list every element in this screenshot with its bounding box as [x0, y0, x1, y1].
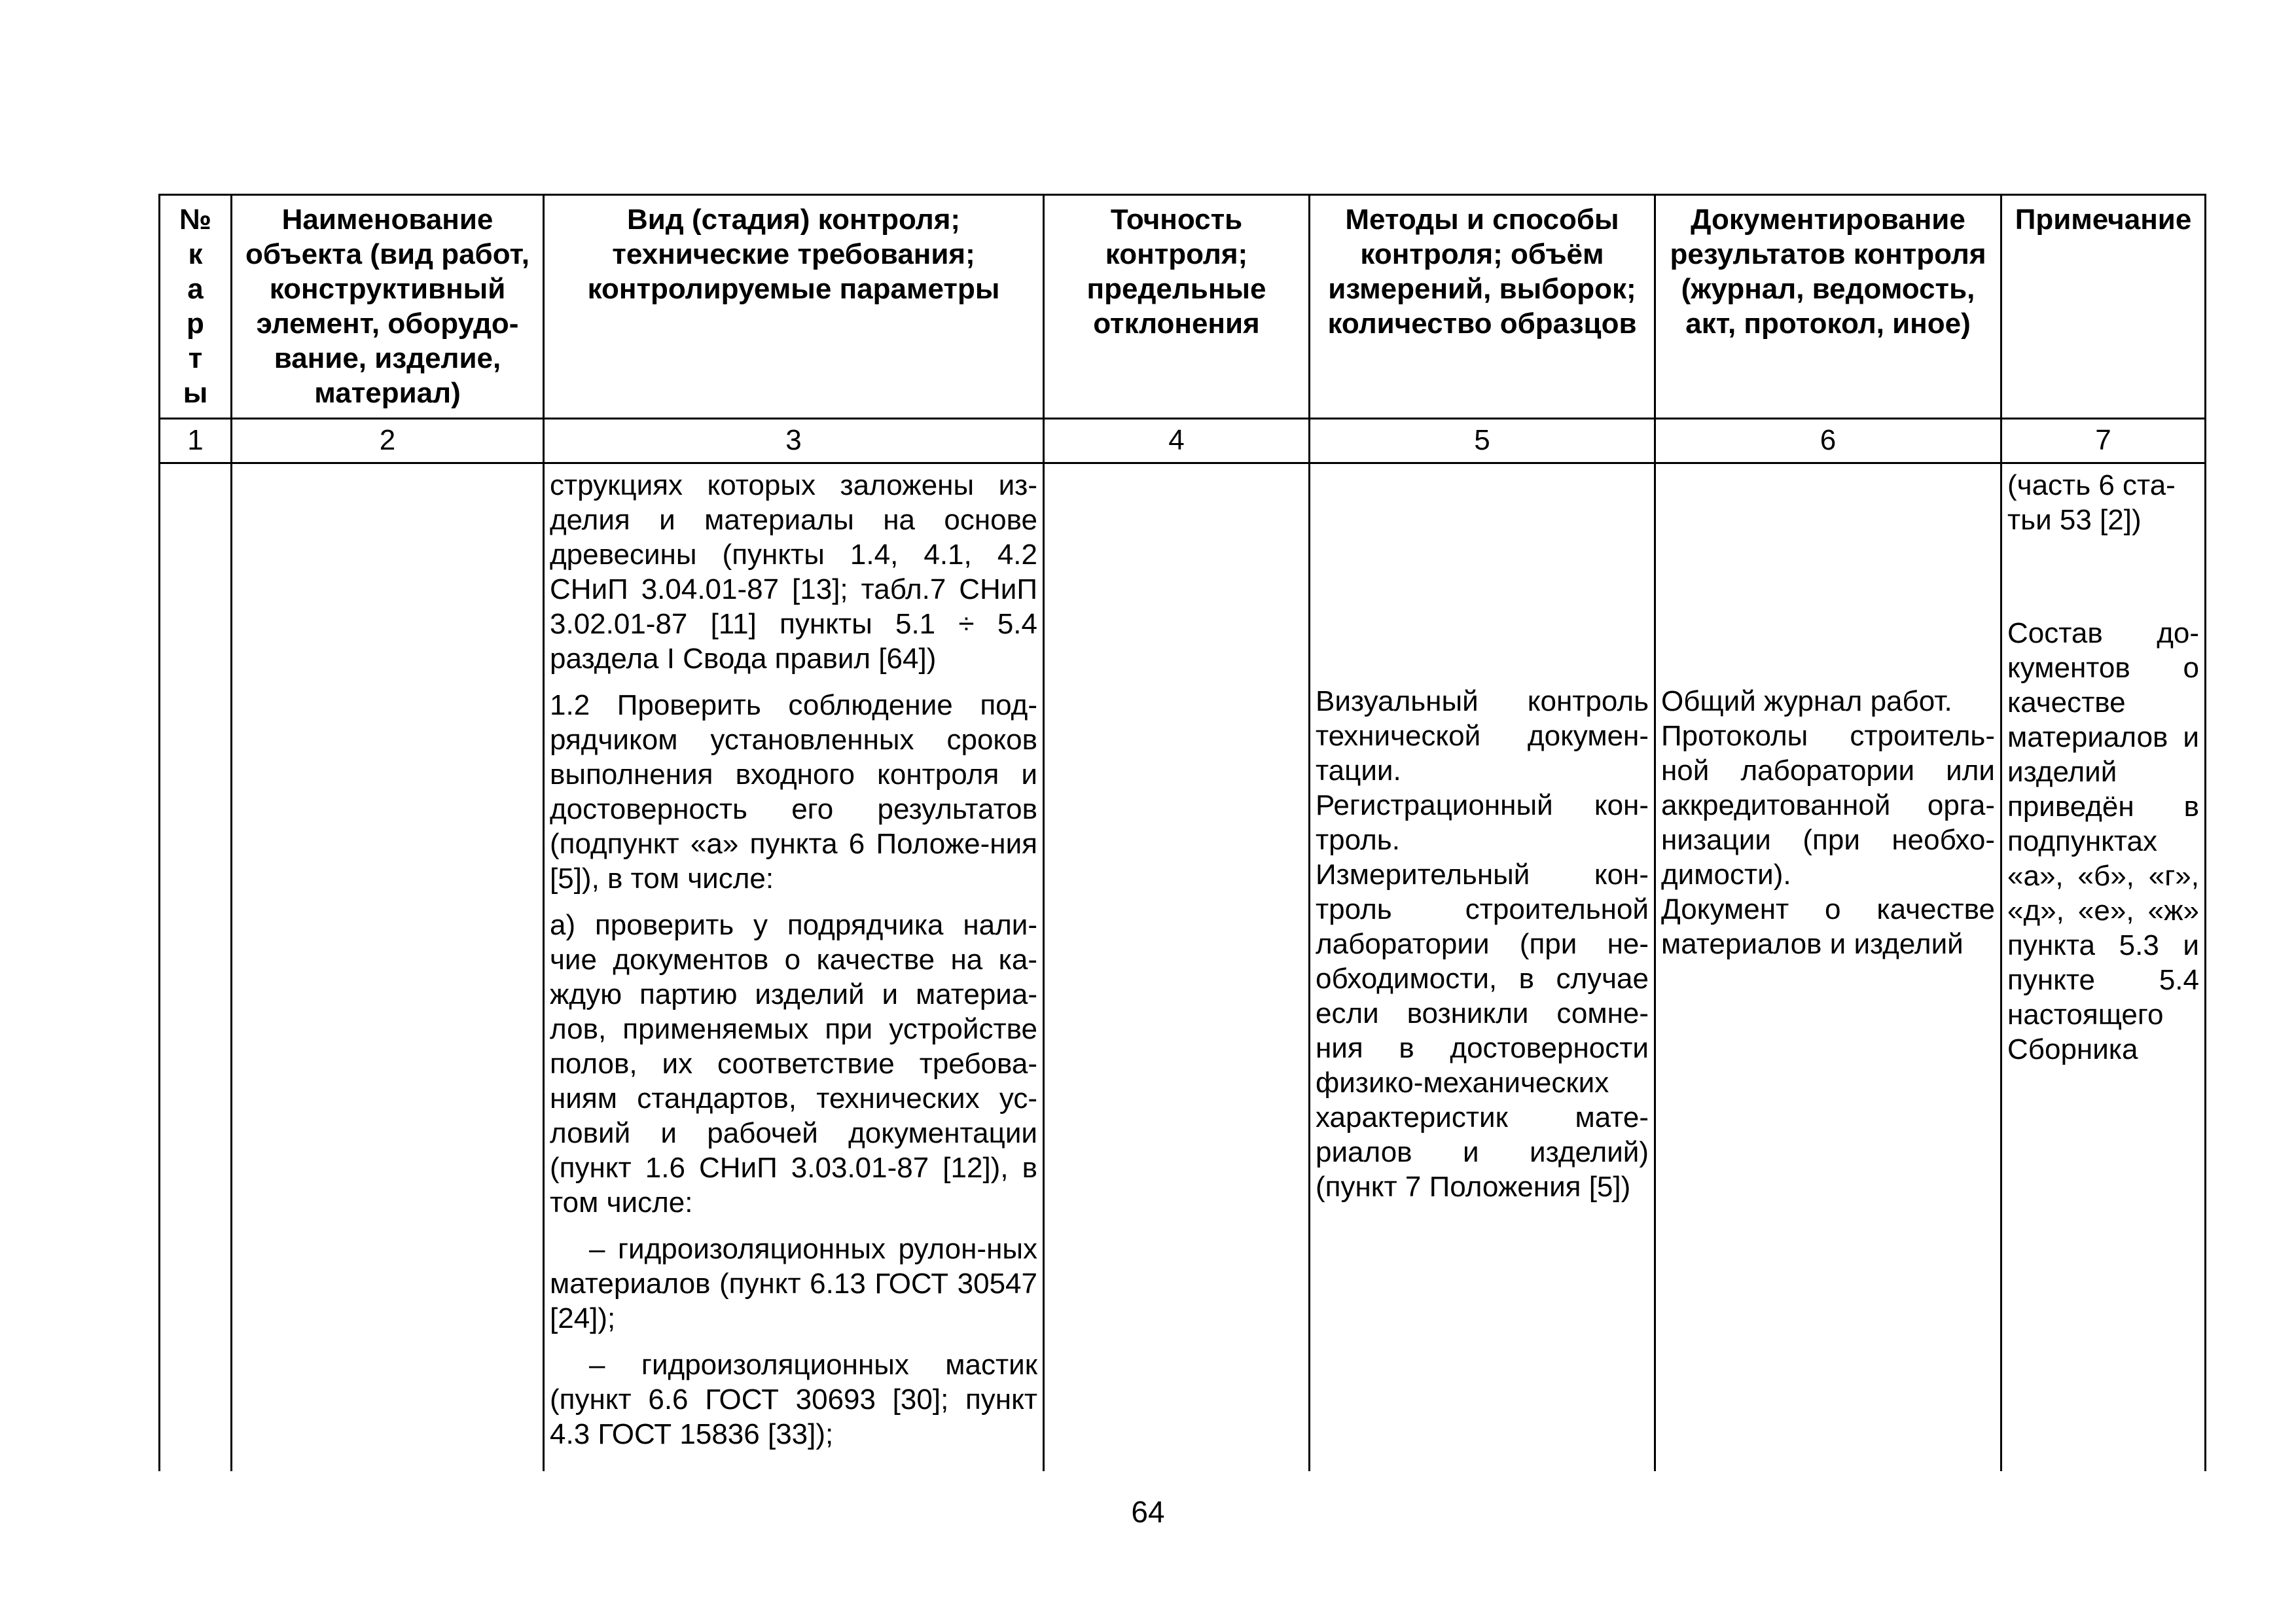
column-number-row [160, 419, 2206, 463]
header-methods: Методы и способы контроля; объём измерений, выборок; количество образцов [1310, 195, 1655, 419]
methods-paragraph: Регистрационный кон-троль. [1316, 789, 1649, 856]
header-object-name: Наименование объекта (вид работ, конструктивный элемент, оборудо- вание, изделие, материал) [232, 195, 544, 419]
header-card-number: № к а р т ы [160, 195, 232, 419]
header-documentation: Документирование результатов контроля (журнал, ведомость, акт, протокол, иное) [1655, 195, 2001, 419]
header-control-type: Вид (стадия) контроля; технические требования; контролируемые параметры [544, 195, 1044, 419]
cell-requirements [544, 463, 1044, 1471]
note-paragraph: (часть 6 ста-тьи 53 [2]) [2007, 469, 2176, 536]
column-number: 4 [1044, 419, 1310, 463]
cell-note [2001, 463, 2206, 1471]
column-number: 3 [544, 419, 1044, 463]
header-accuracy: Точность контроля; предельные отклонения [1044, 195, 1310, 419]
column-number: 7 [2001, 419, 2206, 463]
table-header-row [160, 195, 2206, 419]
column-number: 1 [160, 419, 232, 463]
column-number: 5 [1310, 419, 1655, 463]
methods-paragraph: Измерительный кон-троль строительной лаборатории (при не-обходимости, в случае если возникли сомне-ния в достоверности физико-механических характеристик мате-риалов и изделий) (пункт 7 Положения [5]) [1316, 859, 1649, 1203]
cell-object-name [232, 463, 544, 1471]
cell-documentation [1655, 463, 2001, 1471]
column-number: 2 [232, 419, 544, 463]
header-note: Примечание [2001, 195, 2206, 419]
requirements-paragraph: 1.2 Проверить соблюдение под-рядчиком установленных сроков выполнения входного контроля и достоверность его результатов (подпункт «а» пункта 6 Положе-ния [5]), в том числе: [550, 689, 1037, 895]
cell-methods [1310, 463, 1655, 1471]
requirements-paragraph: а) проверить у подрядчика нали-чие документов о качестве на ка-ждую партию изделий и материа-лов, применяемых при устройстве полов, их соответствие требова-ниям стандартов, технических ус-ловий и рабочей документации (пункт 1.6 СНиП 3.03.01-87 [12]), в том числе: [550, 909, 1037, 1219]
table-body-row [160, 463, 2206, 1471]
documentation-paragraph: Документ о качестве материалов и изделий [1661, 893, 1995, 960]
cell-accuracy [1044, 463, 1310, 1471]
documentation-paragraph: Общий журнал работ. [1661, 685, 1952, 717]
documentation-paragraph: Протоколы строитель-ной лаборатории или аккредитованной орга-низации (при необхо-димости). [1661, 720, 1995, 891]
cell-spacer [2007, 549, 2199, 616]
page-number: 64 [1131, 1495, 1165, 1529]
cell-spacer [1661, 468, 1995, 684]
requirements-list-item: – гидроизоляционных рулон-ных материалов (пункт 6.13 ГОСТ 30547 [24]); [550, 1233, 1037, 1334]
column-number: 6 [1655, 419, 2001, 463]
cell-spacer [1316, 468, 1649, 684]
cell-card-number [160, 463, 232, 1471]
requirements-list-item: – гидроизоляционных мастик (пункт 6.6 ГОСТ 30693 [30]; пункт 4.3 ГОСТ 15836 [33]); [550, 1349, 1037, 1450]
control-table [158, 194, 2206, 1471]
requirements-paragraph: струкциях которых заложены из-делия и материалы на основе древесины (пункты 1.4, 4.1, 4.2 СНиП 3.04.01-87 [13]; табл.7 СНиП 3.02.01-87 [11] пункты 5.1 ÷ 5.4 раздела I Свода правил [64]) [550, 469, 1037, 675]
methods-paragraph: Визуальный контроль технической докумен-тации. [1316, 685, 1649, 787]
note-paragraph: Состав до-кументов о качестве материалов и изделий приведён в подпунктах «а», «б», «г», «д», «е», «ж» пункта 5.3 и пункте 5.4 настоящего Сборника [2007, 617, 2199, 1065]
